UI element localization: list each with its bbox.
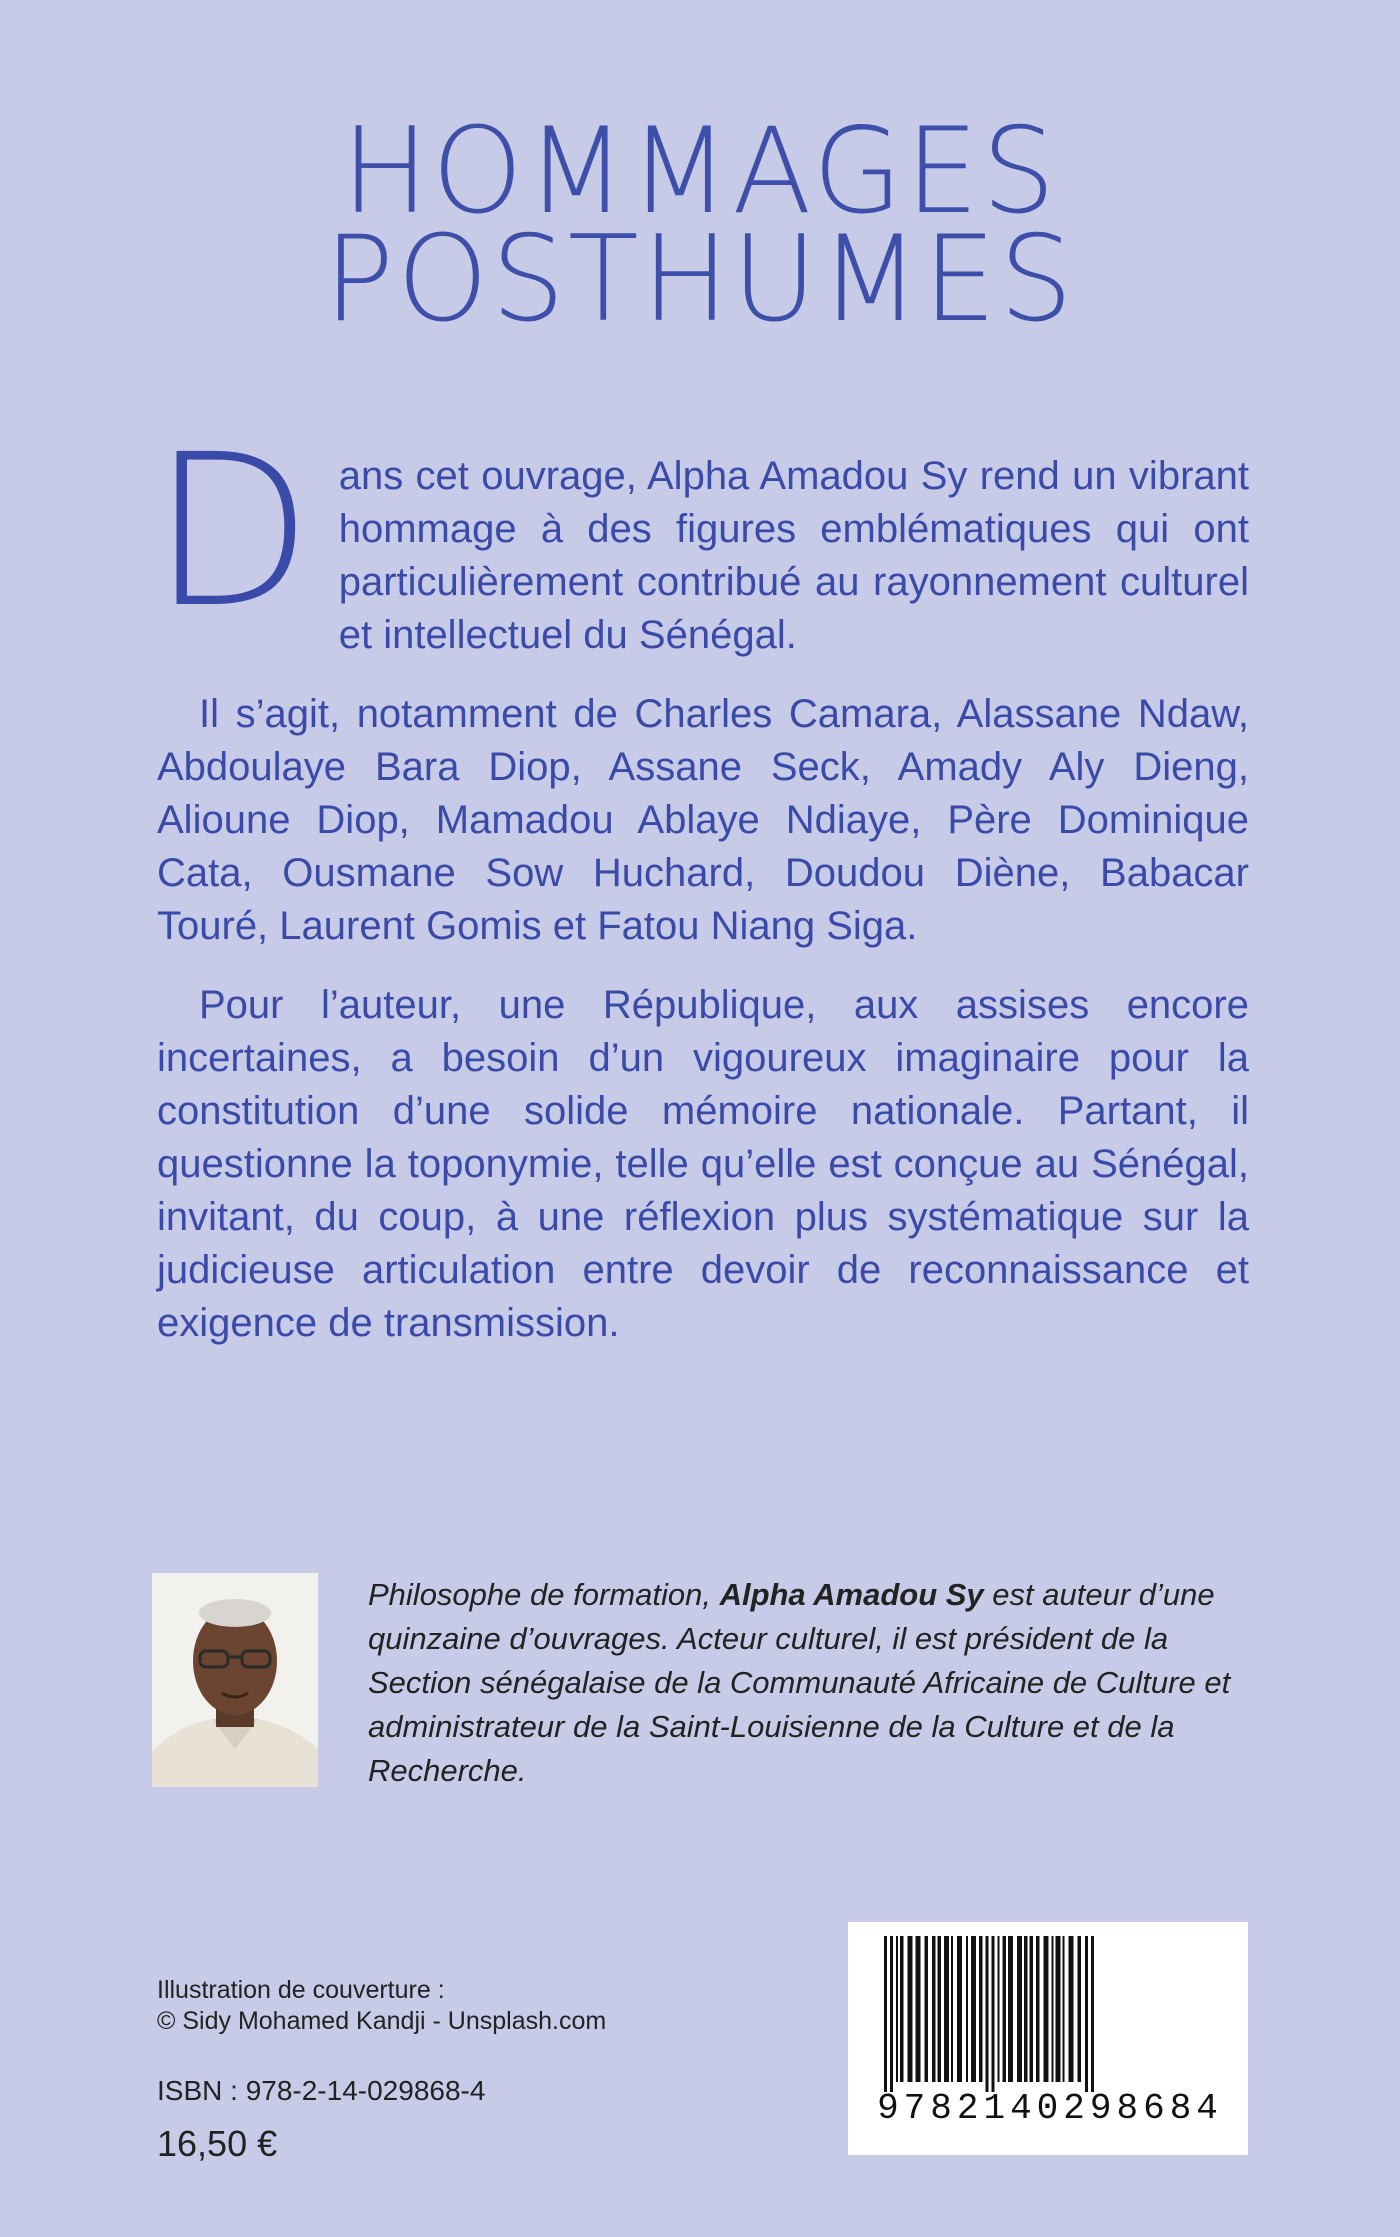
description-paragraph-3: Pour l’auteur, une République, aux assises encore incertaines, a besoin d’un vigoureux imaginaire pour la constitution d’une solide mémoire nationale. Partant, il questionne la toponymie, telle qu’elle est conçue au Sénégal, invitant, du coup, à une réflexion plus systématique sur la judicieuse articulation entre devoir de reconnaissance et exigence de transmission. bbox=[157, 983, 1249, 1345]
barcode-bar bbox=[979, 1936, 983, 2082]
book-title bbox=[0, 102, 1400, 349]
barcode-bar bbox=[971, 1936, 976, 2082]
barcode-bar bbox=[908, 1936, 913, 2082]
barcode-bar bbox=[938, 1936, 942, 2082]
barcode-bar bbox=[1085, 1936, 1088, 2092]
barcode-bar bbox=[957, 1936, 962, 2082]
description-paragraph-1 bbox=[151, 409, 1249, 662]
barcode-bar bbox=[1052, 1936, 1054, 2082]
back-cover-description bbox=[151, 409, 1249, 1376]
barcode-bar bbox=[890, 1936, 893, 2092]
credits-line-1: Illustration de couverture : bbox=[157, 1976, 445, 2004]
barcode-bar bbox=[916, 1936, 921, 2082]
barcode-bar bbox=[1024, 1936, 1028, 2082]
barcode-bar bbox=[1063, 1936, 1065, 2082]
price: 16,50 € bbox=[157, 2123, 278, 2164]
title-line-2: POSTHUMES bbox=[324, 210, 1076, 349]
author-bio bbox=[368, 1573, 1250, 1793]
barcode-bar bbox=[1008, 1936, 1013, 2082]
barcode-bars bbox=[848, 1922, 1248, 2092]
credits-line-2: © Sidy Mohamed Kandji - Unsplash.com bbox=[157, 2007, 607, 2035]
barcode-bar bbox=[986, 1936, 989, 2092]
barcode-bar bbox=[1044, 1936, 1049, 2082]
title-line-1: HOMMAGES bbox=[341, 102, 1059, 241]
author-portrait-image bbox=[152, 1573, 318, 1787]
barcode-bar bbox=[944, 1936, 949, 2082]
author-photo bbox=[152, 1573, 318, 1787]
barcode-bar bbox=[1036, 1936, 1040, 2082]
paragraph-1-text: ans cet ouvrage, Alpha Amadou Sy rend un vibrant hommage à des figures emblématiques qui ont particulièrement contribué au rayonnement culturel et intellectuel du Sénégal. bbox=[338, 454, 1249, 657]
barcode-bar bbox=[1091, 1936, 1094, 2092]
barcode-bar bbox=[900, 1936, 904, 2082]
description-paragraph-2: Il s’agit, notamment de Charles Camara, Alassane Ndaw, Abdoulaye Bara Diop, Assane Seck, Amady Aly Dieng, Alioune Diop, Mamadou Ablaye Ndiaye, Père Dominique Cata, Ousmane Sow Huchard, Doudou Diène, Babacar Touré, Laurent Gomis et Fatou Niang Siga. bbox=[157, 692, 1249, 948]
author-name: Alpha Amadou Sy bbox=[719, 1577, 984, 1612]
isbn: ISBN : 978-2-14-029868-4 bbox=[157, 2075, 486, 2106]
bio-text: est auteur d’une quinzaine d’ouvrages. Acteur culturel, il est président de la Section sénégalaise de la Communauté Africaine de Culture et administrateur de la Saint-Louisienne de la Culture et de la Recherche. bbox=[368, 1577, 1231, 1788]
barcode-bar bbox=[998, 1936, 1000, 2082]
barcode-bar bbox=[992, 1936, 995, 2092]
barcode-bar bbox=[884, 1936, 887, 2092]
bio-prefix: Philosophe de formation, bbox=[368, 1577, 720, 1612]
barcode-bar bbox=[1078, 1936, 1082, 2082]
barcode-bar bbox=[1017, 1936, 1022, 2082]
barcode-bar bbox=[1030, 1936, 1034, 2082]
barcode-bar bbox=[896, 1936, 898, 2082]
barcode-bar bbox=[1069, 1936, 1074, 2082]
cover-credits bbox=[157, 1975, 606, 2037]
barcode-bar bbox=[951, 1936, 953, 2082]
barcode bbox=[848, 1922, 1248, 2155]
barcode-bar bbox=[1056, 1936, 1061, 2082]
barcode-bar bbox=[966, 1936, 968, 2082]
barcode-bar bbox=[925, 1936, 929, 2082]
barcode-bar bbox=[932, 1936, 936, 2082]
barcode-digits: 9782140298684 bbox=[877, 2088, 1223, 2129]
drop-cap: D bbox=[151, 409, 313, 654]
barcode-bar bbox=[1003, 1936, 1007, 2082]
